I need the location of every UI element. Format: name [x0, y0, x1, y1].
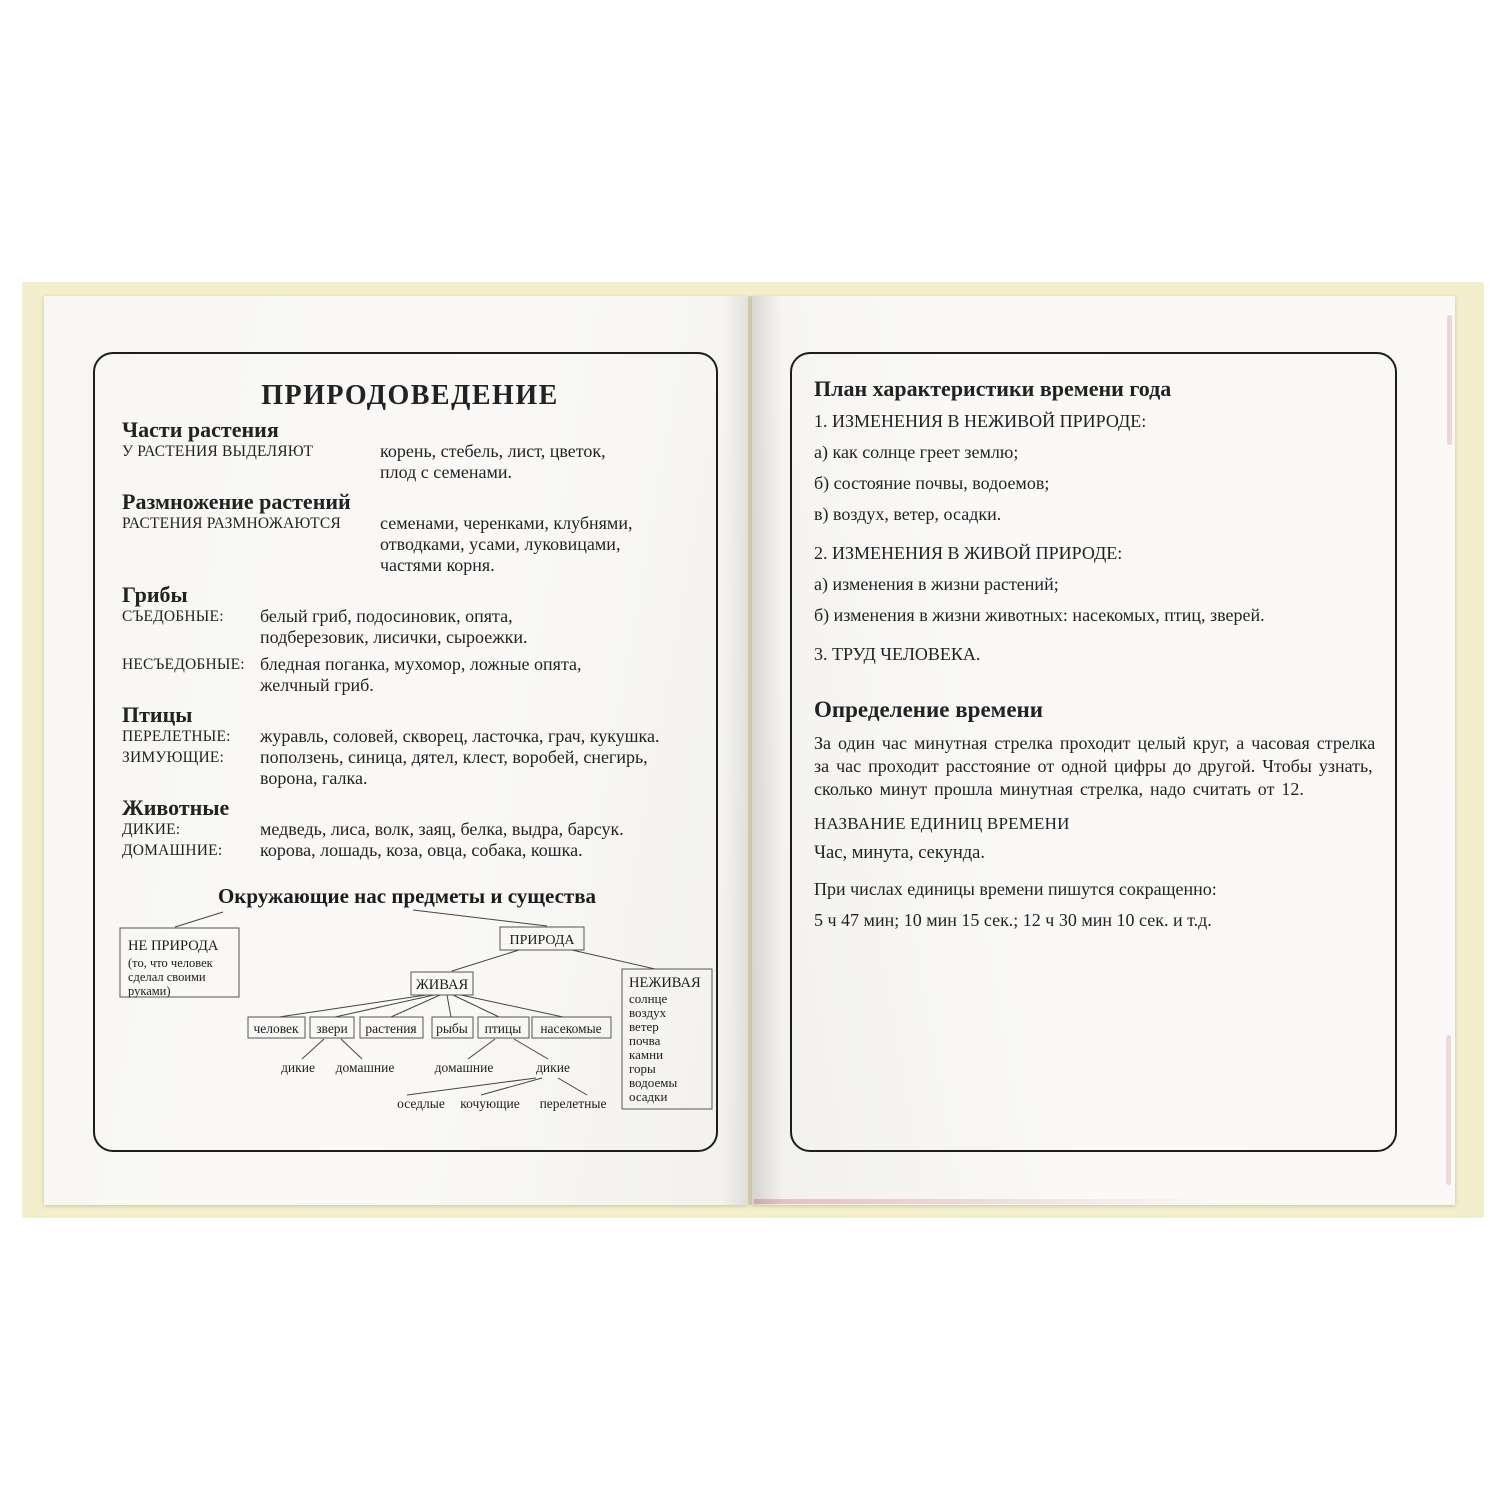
page-edge-tint [754, 1199, 1224, 1204]
svg-text:ветер: ветер [629, 1019, 659, 1034]
svg-text:(то, что человек: (то, что человек [128, 956, 213, 970]
section-mushrooms [122, 584, 698, 696]
svg-text:воздух: воздух [629, 1005, 667, 1020]
svg-text:человек: человек [253, 1021, 299, 1036]
diagram-node-nature [500, 927, 584, 950]
section-animals [122, 797, 698, 861]
section-heading: Животные [122, 795, 230, 820]
left-page-frame [93, 352, 718, 1152]
definition-row [122, 819, 698, 840]
definition-label: РАСТЕНИЯ РАЗМНОЖАЮТСЯ [122, 515, 341, 532]
svg-text:камни: камни [629, 1047, 664, 1062]
definition-row [122, 441, 698, 483]
beasts-wild-label: дикие [281, 1060, 315, 1075]
svg-text:растения: растения [365, 1021, 417, 1036]
section-heading: Размножение растений [122, 489, 351, 514]
definition-row [122, 513, 698, 576]
svg-text:почва: почва [629, 1033, 661, 1048]
wild-birds-nomadic-label: кочующие [460, 1096, 520, 1111]
definition-row [122, 747, 698, 789]
nonliving-label: НЕЖИВАЯ [629, 975, 701, 991]
plan-group-title: 2. ИЗМЕНЕНИЯ В ЖИВОЙ ПРИРОДЕ: [814, 543, 1123, 563]
birds-domestic-label: домашние [434, 1060, 494, 1075]
not-nature-label: НЕ ПРИРОДА [128, 938, 219, 954]
right-page [752, 296, 1455, 1205]
cover-edge-tint [1447, 315, 1452, 445]
abbreviation-intro: При числах единицы времени пишутся сокращенно: [814, 879, 1217, 899]
cover-edge-tint [1446, 1035, 1451, 1185]
definition-label: ПЕРЕЛЕТНЫЕ: [122, 728, 231, 745]
right-page-frame [790, 352, 1397, 1152]
definition-label: ДОМАШНИЕ: [122, 842, 223, 859]
svg-text:ЖИВАЯ: ЖИВАЯ [415, 977, 469, 993]
svg-text:осадки: осадки [629, 1089, 668, 1104]
definition-value: медведь, лиса, волк, заяц, белка, выдра, барсук. [260, 819, 624, 839]
definition-label: ДИКИЕ: [122, 821, 181, 838]
definition-value: семенами, черенками, клубнями, отводками, усами, луковицами, частями корня. [380, 513, 633, 575]
definition-label: НЕСЪЕДОБНЫЕ: [122, 656, 245, 673]
section-birds [122, 704, 698, 789]
plan-item: а) как солнце греет землю; [814, 442, 1019, 462]
wild-birds-sedentary-label: оседлые [397, 1096, 445, 1111]
svg-text:руками): руками) [128, 984, 171, 998]
diagram-node-beasts [310, 1017, 354, 1038]
diagram-node-nonliving [622, 969, 712, 1109]
svg-text:рыбы: рыбы [436, 1021, 468, 1036]
beasts-domestic-label: домашние [335, 1060, 395, 1075]
svg-text:птицы: птицы [484, 1021, 522, 1036]
wild-birds-migratory-label: перелетные [539, 1096, 607, 1111]
svg-text:водоемы: водоемы [629, 1075, 678, 1090]
section-plant-parts [122, 419, 698, 483]
time-units-label: НАЗВАНИЕ ЕДИНИЦ ВРЕМЕНИ [814, 814, 1070, 833]
definition-row [122, 840, 698, 861]
definition-row [122, 654, 698, 696]
definition-label: У РАСТЕНИЯ ВЫДЕЛЯЮТ [122, 443, 314, 460]
abbreviation-examples: 5 ч 47 мин; 10 мин 15 сек.; 12 ч 30 мин 10 сек. и т.д. [814, 910, 1212, 930]
definition-value: поползень, синица, дятел, клест, воробей, снегирь, ворона, галка. [260, 747, 648, 788]
time-units-value: Час, минута, секунда. [814, 843, 985, 863]
diagram-connector-lines [175, 910, 655, 1095]
plan-item: а) изменения в жизни растений; [814, 574, 1059, 594]
definition-value: бледная поганка, мухомор, ложные опята, желчный гриб. [260, 654, 582, 695]
definition-row [122, 606, 698, 648]
section-heading: Части растения [122, 417, 279, 442]
plan-group-title: 3. ТРУД ЧЕЛОВЕКА. [814, 644, 981, 664]
section-plant-reproduction [122, 491, 698, 576]
plan-group-title: 1. ИЗМЕНЕНИЯ В НЕЖИВОЙ ПРИРОДЕ: [814, 411, 1147, 431]
diagram-node-birds [478, 1017, 529, 1038]
diagram-node-not-nature [120, 928, 239, 998]
section-heading: Птицы [122, 702, 193, 727]
diagram-title: Окружающие нас предметы и существа [217, 884, 597, 908]
svg-text:солнце: солнце [629, 991, 668, 1006]
svg-text:горы: горы [629, 1061, 656, 1076]
svg-text:звери: звери [316, 1021, 348, 1036]
svg-text:насекомые: насекомые [540, 1021, 602, 1036]
time-definition-heading: Определение времени [814, 697, 1044, 722]
svg-text:ПРИРОДА: ПРИРОДА [509, 933, 575, 948]
plan-item: в) воздух, ветер, осадки. [814, 504, 1002, 524]
definition-value: белый гриб, подосиновик, опята, подберезовик, лисички, сыроежки. [260, 606, 528, 647]
left-page [44, 296, 748, 1205]
season-plan-list [814, 406, 1375, 670]
time-definition-paragraph: За один час минутная стрелка проходит целый круг, а часовая стрелка за час проходит расстояние от одной цифры до другой. Чтобы узнать, сколько минут прошла минутная стрелка, надо считать от 12. [814, 733, 1376, 799]
definition-label: ЗИМУЮЩИЕ: [122, 749, 225, 766]
diagram-node-plants [360, 1017, 423, 1038]
diagram-node-living [411, 972, 473, 995]
svg-text:сделал своими: сделал своими [128, 970, 206, 984]
definition-value: корень, стебель, лист, цветок, плод с семенами. [380, 441, 606, 482]
definition-value: корова, лошадь, коза, овца, собака, кошка. [260, 840, 583, 860]
plan-item: б) изменения в жизни животных: насекомых, птиц, зверей. [814, 605, 1265, 625]
definition-row [122, 726, 698, 747]
page-title: ПРИРОДОВЕДЕНИЕ [261, 380, 559, 411]
birds-wild-label: дикие [536, 1060, 570, 1075]
definition-label: СЪЕДОБНЫЕ: [122, 608, 224, 625]
season-plan-heading: План характеристики времени года [814, 376, 1172, 401]
definition-value: журавль, соловей, скворец, ласточка, грач, кукушка. [260, 726, 660, 746]
plan-item: б) состояние почвы, водоемов; [814, 473, 1050, 493]
nature-classification-diagram [95, 882, 720, 1128]
diagram-node-insects [532, 1017, 611, 1038]
diagram-node-human [248, 1017, 305, 1038]
section-heading: Грибы [122, 582, 188, 607]
diagram-node-fish [432, 1017, 473, 1038]
